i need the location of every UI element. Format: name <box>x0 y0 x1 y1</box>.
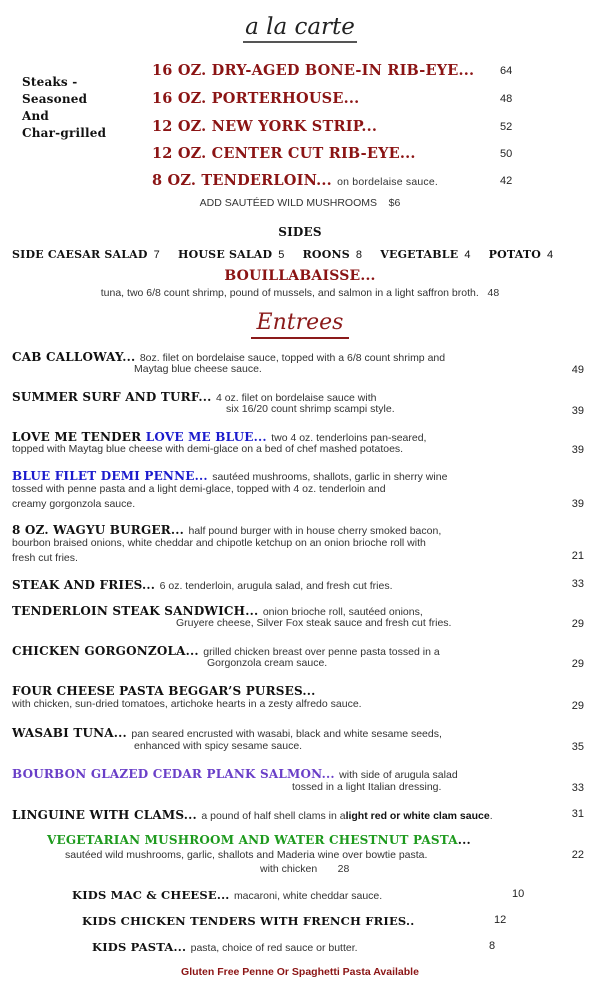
entree-desc: with chicken, sun-dried tomatoes, artichoke hearts in a zesty alfredo sauce. <box>12 698 362 710</box>
steak-item-tenderloin <box>152 172 438 189</box>
entree-desc: half pound burger with in house cherry smoked bacon, <box>188 525 442 537</box>
option-label: with chicken <box>260 863 318 875</box>
entree-name: LOVE ME TENDER <box>12 430 142 444</box>
side-item: ROONS 8 <box>302 248 363 261</box>
category-line: Seasoned <box>22 92 88 106</box>
entree-price: 29 <box>571 618 584 630</box>
entree-desc: grilled chicken breast over penne pasta tossed in a <box>203 646 440 658</box>
a-la-carte-title: a la carte <box>0 14 600 40</box>
option-price: 28 <box>337 863 350 875</box>
entree-option <box>260 863 349 875</box>
kids-item-price: 10 <box>512 888 525 900</box>
steak-item-name: 16 OZ. PORTERHOUSE... <box>152 90 360 107</box>
entree-name: BOURBON GLAZED CEDAR PLANK SALMON... <box>12 767 335 781</box>
entree-desc: 6 oz. tenderloin, arugula salad, and fresh cut fries. <box>159 580 393 592</box>
entree-desc: . <box>489 810 493 822</box>
sides-list <box>12 248 567 261</box>
entree-name: FOUR CHEESE PASTA BEGGAR’S PURSES... <box>12 684 316 698</box>
entree-name: WASABI TUNA... <box>12 726 127 740</box>
kids-item-desc: pasta, choice of red sauce or butter. <box>190 942 358 954</box>
entree-price: 39 <box>571 405 584 417</box>
steak-item-price: 50 <box>500 148 513 160</box>
steak-category-label <box>22 74 142 142</box>
entree-price: 33 <box>571 782 584 794</box>
entree-item <box>12 576 393 594</box>
entree-desc: fresh cut fries. <box>12 552 78 564</box>
bouillabaisse-price: 48 <box>487 287 500 299</box>
entree-desc: creamy gorgonzola sauce. <box>12 498 136 510</box>
kids-item <box>72 886 382 904</box>
entree-price: 39 <box>571 498 584 510</box>
entree-name-highlight: LOVE ME BLUE... <box>145 430 267 444</box>
category-line: And <box>22 109 50 123</box>
entree-price: 29 <box>571 658 584 670</box>
kids-item-name: KIDS CHICKEN TENDERS WITH FRENCH FRIES.. <box>82 914 415 928</box>
entree-desc-bold: light red or white clam sauce <box>345 810 490 822</box>
kids-item-name: KIDS PASTA... <box>92 940 187 954</box>
addon-price: $6 <box>388 197 401 209</box>
entree-price: 35 <box>571 741 584 753</box>
entree-name: SUMMER SURF AND TURF... <box>12 390 212 404</box>
gluten-free-note: Gluten Free Penne Or Spaghetti Pasta Available <box>181 966 419 978</box>
entree-desc: Gorgonzola cream sauce. <box>207 657 328 669</box>
entree-desc: Gruyere cheese, Silver Fox steak sauce and fresh cut fries. <box>176 617 452 629</box>
entree-price: 22 <box>571 849 584 861</box>
entree-desc: Maytag blue cheese sauce. <box>134 363 262 375</box>
entree-item <box>47 831 471 849</box>
entree-price: 49 <box>571 364 584 376</box>
sides-title: SIDES <box>278 225 322 239</box>
entree-price: 39 <box>571 444 584 456</box>
steak-item-name: 16 OZ. DRY-AGED BONE-IN RIB-EYE... <box>152 62 475 79</box>
entree-price: 29 <box>571 700 584 712</box>
kids-item <box>82 912 414 930</box>
entree-item <box>12 806 493 824</box>
entree-price: 33 <box>571 578 584 590</box>
entree-desc: sautéed wild mushrooms, garlic, shallots and Maderia wine over bowtie pasta. <box>65 849 428 861</box>
steak-item-name: 8 OZ. TENDERLOIN... <box>152 172 332 189</box>
entree-desc: a pound of half shell clams in a <box>201 810 346 822</box>
entree-desc: pan seared encrusted with wasabi, black and white sesame seeds, <box>131 728 442 740</box>
entree-price: 21 <box>571 550 584 562</box>
entree-desc: sautéed mushrooms, shallots, garlic in sherry wine <box>212 471 448 483</box>
kids-item-desc: macaroni, white cheddar sauce. <box>233 890 383 902</box>
category-line: Char-grilled <box>22 126 107 140</box>
side-item: POTATO 4 <box>488 248 554 261</box>
steak-item-name: 12 OZ. NEW YORK STRIP... <box>152 118 378 135</box>
entree-price: 31 <box>571 808 584 820</box>
entree-name: CAB CALLOWAY... <box>12 350 136 364</box>
kids-item-name: KIDS MAC & CHEESE... <box>72 888 230 902</box>
entree-desc: 4 oz. filet on bordelaise sauce with <box>215 392 377 404</box>
steak-item-price: 52 <box>500 121 513 133</box>
bouillabaisse-name: BOUILLABAISSE... <box>224 268 376 284</box>
side-item: HOUSE SALAD 5 <box>178 248 285 261</box>
entree-name: LINGUINE WITH CLAMS... <box>12 808 197 822</box>
entree-desc: tossed with penne pasta and a light demi-glace, topped with 4 oz. tenderloin and <box>12 483 386 495</box>
bouillabaisse-desc-line <box>0 287 600 299</box>
steak-item-price: 48 <box>500 93 513 105</box>
entree-name: TENDERLOIN STEAK SANDWICH... <box>12 604 259 618</box>
entree-desc: topped with Maytag blue cheese with demi-glace on a bed of chef mashed potatoes. <box>12 443 404 455</box>
entree-desc: 8oz. filet on bordelaise sauce, topped with a 6/8 count shrimp and <box>139 352 446 364</box>
entree-desc: bourbon braised onions, white cheddar and chipotle ketchup on an onion brioche roll with <box>12 537 426 549</box>
entree-desc: with side of arugula salad <box>339 769 458 781</box>
entree-desc: two 4 oz. tenderloins pan-seared, <box>271 432 427 444</box>
category-line: Steaks - <box>22 75 78 89</box>
entree-name: BLUE FILET DEMI PENNE... <box>12 469 208 483</box>
entree-desc: onion brioche roll, sautéed onions, <box>262 606 423 618</box>
steak-item-desc: on bordelaise sauce. <box>337 176 439 188</box>
addon-mushrooms <box>0 197 600 209</box>
steak-item-price: 64 <box>500 65 513 77</box>
entree-desc: tossed in a light Italian dressing. <box>292 781 442 793</box>
steak-item-name: 12 OZ. CENTER CUT RIB-EYE... <box>152 145 416 162</box>
entrees-title: Entrees <box>0 310 600 335</box>
kids-item-price: 12 <box>494 914 507 926</box>
bouillabaisse-desc: tuna, two 6/8 count shrimp, pound of mussels, and salmon in a light saffron broth. <box>100 287 479 299</box>
entree-name: VEGETARIAN MUSHROOM AND WATER CHESTNUT PASTA <box>47 833 458 847</box>
side-item: VEGETABLE 4 <box>380 248 471 261</box>
entree-name: CHICKEN GORGONZOLA... <box>12 644 199 658</box>
steak-item-price: 42 <box>500 175 513 187</box>
entree-name-suffix: ... <box>457 833 471 847</box>
entree-desc: enhanced with spicy sesame sauce. <box>134 740 303 752</box>
entree-name: 8 OZ. WAGYU BURGER... <box>12 523 185 537</box>
entree-desc: six 16/20 count shrimp scampi style. <box>226 403 395 415</box>
entree-name: STEAK AND FRIES... <box>12 578 156 592</box>
side-item: SIDE CAESAR SALAD 7 <box>12 248 160 261</box>
addon-label: ADD SAUTÉED WILD MUSHROOMS <box>199 197 377 209</box>
kids-item-price: 8 <box>489 940 496 952</box>
kids-item <box>92 938 358 956</box>
